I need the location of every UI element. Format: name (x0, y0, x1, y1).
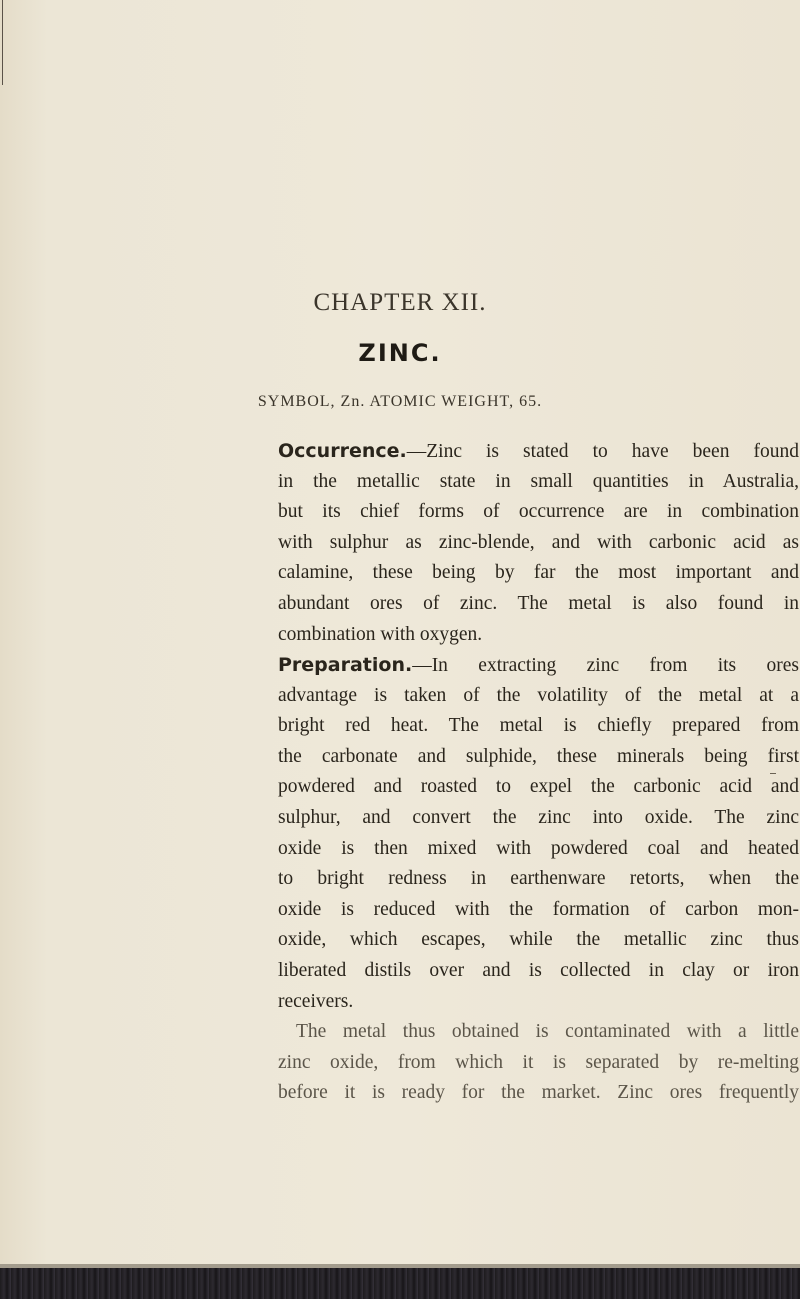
text-line: combination with oxygen. (278, 623, 483, 645)
binding-strip (0, 1268, 800, 1299)
text-line: the carbonate and sulphide, these minerals being first (278, 745, 799, 767)
text-line: oxide is reduced with the formation of carbon mon- (278, 898, 799, 920)
text-line: oxide, which escapes, while the metallic zinc thus (278, 929, 799, 951)
preparation-heading: Preparation. (278, 654, 413, 676)
refining-paragraph (278, 1017, 799, 1109)
text-line: sulphur, and convert the zinc into oxide. The zinc (278, 806, 799, 828)
preparation-paragraph (278, 650, 799, 1017)
occurrence-paragraph (278, 436, 799, 650)
text-line: in the metallic state in small quantities in Australia, (278, 470, 799, 492)
text-line: advantage is taken of the volatility of the metal at a (278, 684, 799, 706)
chapter-heading: CHAPTER XII. (313, 289, 487, 316)
text-line: Occurrence.—Zinc is stated to have been found (278, 440, 799, 462)
element-title: ZINC. (358, 339, 442, 367)
text-line: oxide is then mixed with powdered coal and heated (278, 837, 799, 859)
text-line: bright red heat. The metal is chiefly prepared from (278, 715, 799, 737)
text-line: to bright redness in earthenware retorts, when the (278, 868, 799, 890)
text-line: The metal thus obtained is contaminated with a little (296, 1021, 799, 1042)
text-line: abundant ores of zinc. The metal is also found in (278, 592, 799, 614)
text-line: liberated distils over and is collected in clay or iron (278, 959, 799, 981)
symbol-atomic-weight: SYMBOL, Zn. ATOMIC WEIGHT, 65. (257, 393, 543, 410)
text-line: calamine, these being by far the most important and (278, 562, 799, 584)
margin-line (2, 0, 3, 85)
text-line: Preparation.—In extracting zinc from its ores (278, 654, 799, 676)
text-line: receivers. (278, 990, 354, 1012)
line-part: with sulphur as zinc-blende, and with carbonic acid as (278, 531, 799, 553)
margin-dash (770, 773, 776, 774)
text-line: zinc oxide, from which it is separated by re-melting (278, 1051, 799, 1073)
text-line: but its chief forms of occurrence are in combination (278, 501, 799, 523)
text-line: before it is ready for the market. Zinc ores frequently (278, 1082, 799, 1104)
occurrence-heading: Occurrence. (278, 440, 407, 462)
text-line (278, 528, 799, 559)
text-line: powdered and roasted to expel the carbonic acid and (278, 776, 799, 798)
